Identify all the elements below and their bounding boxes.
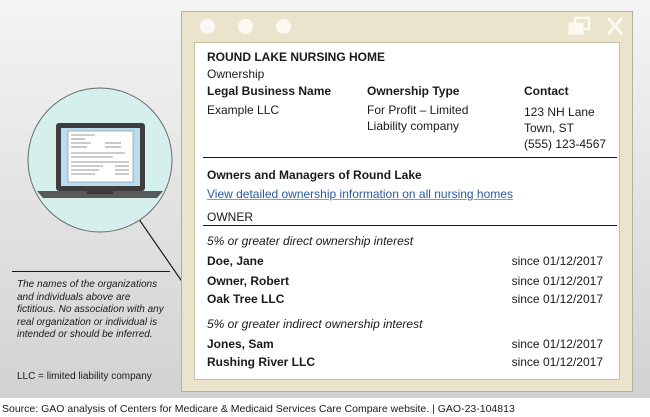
note-divider xyxy=(12,271,170,272)
owner-since-date: since 01/12/2017 xyxy=(511,254,603,268)
window-dot-icon[interactable] xyxy=(238,19,253,34)
laptop-icon xyxy=(25,85,175,235)
owner-since-date: since 01/12/2017 xyxy=(511,355,603,369)
indirect-ownership-heading: 5% or greater indirect ownership interest xyxy=(207,317,423,331)
window-dot-icon[interactable] xyxy=(200,19,215,34)
owners-heading: Owners and Managers of Round Lake xyxy=(207,168,422,182)
address-line2: Town, ST xyxy=(524,121,575,135)
ownership-panel xyxy=(194,42,620,380)
window-dot-icon[interactable] xyxy=(276,19,291,34)
phone-number: (555) 123-4567 xyxy=(524,137,607,151)
owner-name: Doe, Jane xyxy=(207,254,264,268)
owner-label: OWNER xyxy=(207,210,253,224)
abbreviation-note: LLC = limited liability company xyxy=(17,371,152,382)
ownership-info-link[interactable]: View detailed ownership information on all nursing homes xyxy=(207,187,513,201)
address-line1: 123 NH Lane xyxy=(524,105,595,119)
owner-name: Rushing River LLC xyxy=(207,355,316,369)
ownership-type-line1: For Profit – Limited xyxy=(367,103,469,117)
legal-name-value: Example LLC xyxy=(207,103,280,117)
ownership-type-line2: Liability company xyxy=(367,119,460,133)
close-window-icon[interactable] xyxy=(606,16,624,36)
restore-window-icon[interactable] xyxy=(567,16,591,36)
facility-name: ROUND LAKE NURSING HOME xyxy=(207,50,386,64)
owner-since-date: since 01/12/2017 xyxy=(511,292,603,306)
disclaimer-note: The names of the organizations and individuals above are fictitious. No association with any real organization or individual is intended or should be inferred. xyxy=(17,279,164,340)
legal-name-header: Legal Business Name xyxy=(207,84,332,98)
owner-name: Jones, Sam xyxy=(207,337,274,351)
section-label: Ownership xyxy=(207,67,265,81)
ownership-type-header: Ownership Type xyxy=(367,84,460,98)
direct-ownership-heading: 5% or greater direct ownership interest xyxy=(207,234,414,248)
owner-name: Oak Tree LLC xyxy=(207,292,285,306)
contact-header: Contact xyxy=(524,84,569,98)
browser-window xyxy=(181,11,633,392)
window-titlebar xyxy=(182,12,632,42)
owner-since-date: since 01/12/2017 xyxy=(511,337,603,351)
source-note: Source: GAO analysis of Centers for Medicare & Medicaid Services Care Compare website. | GAO-23-104813 xyxy=(2,403,515,415)
owner-since-date: since 01/12/2017 xyxy=(511,274,603,288)
owner-name: Owner, Robert xyxy=(207,274,290,288)
divider xyxy=(203,225,617,226)
divider xyxy=(203,157,617,158)
